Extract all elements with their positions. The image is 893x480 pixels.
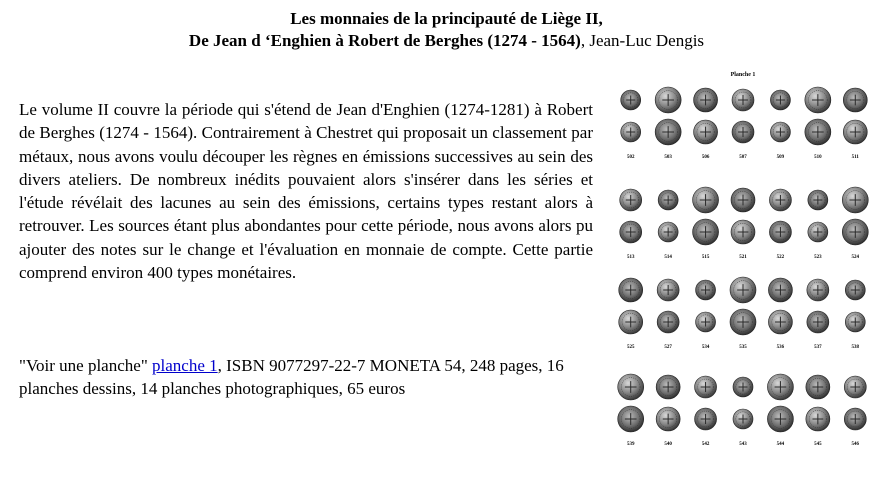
coin-number-label: 502 [626,155,635,160]
info-suffix: , ISBN 9077297-22-7 MONETA 54, 248 pages, 16 planches dessins, 14 planches photographiques, 65 euros [19,356,564,399]
coin-number-label: 542 [701,442,710,447]
coin-plate-image[interactable] [612,68,874,472]
plate-heading: Planche 1 [730,72,756,78]
coin-number-label: 545 [814,442,822,447]
coin-number-label: 507 [739,155,747,160]
coin-number-label: 538 [851,345,860,350]
coin-number-label: 503 [664,155,672,160]
book-info [19,354,593,401]
coin-number-label: 540 [664,442,672,447]
coin-number-label: 524 [851,255,860,260]
coin-number-label: 522 [776,255,785,260]
coin-number-label: 534 [701,345,710,350]
coin-number-label: 513 [626,255,635,260]
coin-number-label: 511 [851,155,859,160]
coin-number-label: 536 [776,345,785,350]
info-prefix: "Voir une planche" [19,356,153,375]
coin-plate-svg [612,68,874,472]
coin-number-label: 544 [776,442,785,447]
book-description: Le volume II couvre la période qui s'étend de Jean d'Enghien (1274-1281) à Robert de Berghes (1274 - 1564). Contrairement à Chestret qui proposait un classement par métaux, nous avons voulu découper les règnes en émissions successives au sein des divers ateliers. De nombreux inédits pouvaient alors s'insérer dans les séries et l'étude révélait des lacunes au sein des émissions, certains types restant alors à retrouver. Les sources étant plus abondantes pour cette période, nous avons alors pu ajouter des notes sur le change et l'évaluation en monnaie de compte. Cette partie comprend environ 400 types monétaires. [19,100,593,283]
coin-number-label: 525 [626,345,635,350]
coin-number-label: 523 [814,255,822,260]
coin-number-label: 515 [701,255,710,260]
coin-number-label: 546 [851,442,860,447]
coin-number-label: 539 [626,442,635,447]
planche-link[interactable]: planche 1 [152,356,218,375]
page-subtitle: De Jean d ‘Enghien à Robert de Berghes (1274 - 1564), Jean-Luc Dengis [188,31,705,50]
coin-number-label: 514 [664,255,672,260]
coin-number-label: 527 [664,345,672,350]
coin-number-label: 537 [814,345,822,350]
author-name: , Jean-Luc Dengis [580,31,705,50]
coin-number-label: 510 [814,155,822,160]
coin-number-label: 506 [701,155,710,160]
coin-number-label: 521 [739,255,747,260]
page-title: Les monnaies de la principauté de Liège II, [290,9,603,28]
coin-number-label: 535 [739,345,747,350]
coin-number-label: 509 [776,155,785,160]
coin-number-label: 543 [739,442,747,447]
page-header [0,8,893,52]
